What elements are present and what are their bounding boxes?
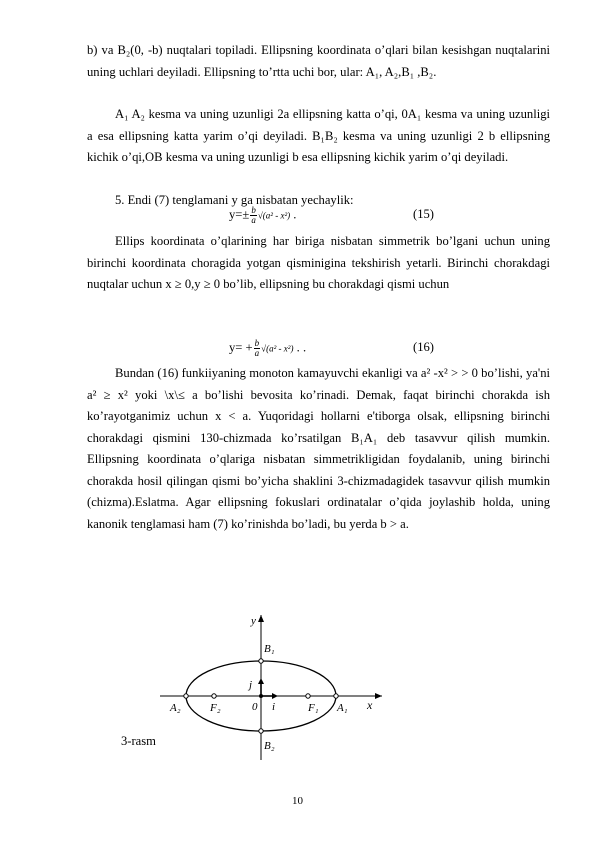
point-F1 [306,694,310,698]
point-F2 [212,694,216,698]
label-i: i [272,701,276,713]
eq15-lhs: y=± [229,207,250,222]
point-A1 [334,694,338,698]
paragraph-solve-y: 5. Endi (7) tenglamani y ga nisbatan yechaylik: [115,193,354,207]
paragraph-symmetry: Ellips koordinata o’qlarining har biriga nisbatan simmetrik bo’lgani uchun uning birinchi koordinata choragida yotgan qisminigina tekshirish yetarli. Birinchi chorakdagi nuqtalar uchun x ≥ 0,y ≥ 0 bo’lib, ellipsning bu chorakdagi qismi uchun [87,234,550,291]
ellipse-figure [160,612,390,762]
paragraph-axes: A₁ A₂ kesma va uning uzunligi 2a ellipsning katta o’qi, 0A₁ kesma va uning uzunligi a esa ellipsning katta yarim o’qi deyiladi. B₁B₂ kesma va uning uzunligi 2 b ellipsning kichik o’qi,OB kesma va uning uzunligi b esa ellipsning kichik yarim o’qi deyiladi. [87,107,550,164]
eq15-denominator: a [251,215,256,225]
label-B1: B₁ [264,643,275,655]
eq16-lhs: y= + [229,340,253,355]
eq15-tail: . [293,207,297,222]
paragraph-monotone: Bundan (16) funkiiyaning monoton kamayuvchi ekanligi va a² -x² > > 0 bo’lishi, ya'ni a² ≥ x² yoki \x\≤ a bo’lishi bevosita ko’rinadi. Demak, faqat birinchi chorakda ish ko’rayotganimiz uchun x < a. Yuqoridagi hollarni e'tiborga olsak, ellipsning birinchi chorakdagi qismini 130-chizmada ko’rsatilgan B₁A₁ deb tasavvur qilish mumkin. Ellipsning koordinata o’qlariga nisbatan simmetrikligidan foydalanib, uning birinchi chorakda hosil qilingan qismi bo’yicha shaklini 3-chizmadagidek tasavvur qilish mumkin (chizma).Eslatma. Agar ellipsning fokuslari ordinatalar o’qida joylashib holda, uning kanonik tenglamasi ham (7) ko’rinishda bo’ladi, bu yerda b > a. [87,366,550,531]
paragraph-vertices: b) va B₂(0, -b) nuqtalari topiladi. Ellipsning koordinata o’qlari bilan kesishgan nuqtalarini uning uchlari deyiladi. Ellipsning to’rtta uchi bor, ular: A₁, A₂,B₁ ,B₂. [87,43,550,79]
label-F2: F₂ [210,702,221,714]
point-B1 [259,659,263,663]
eq15-fraction [250,206,257,225]
eq16-numerator: b [254,338,260,348]
label-B2: B₂ [264,740,275,752]
label-j: j [249,679,253,691]
label-F1: F₁ [308,702,319,714]
point-A2 [184,694,188,698]
label-origin: 0 [252,701,258,713]
unit-vector-i-arrow [272,693,278,699]
x-axis-arrow [375,693,382,699]
y-axis-arrow [258,615,264,622]
point-origin [259,694,263,698]
equation-16 [229,339,306,358]
eq15-root: √(a² - x²) [257,210,291,221]
figure-caption: 3-rasm [121,734,156,748]
eq15-number: (15) [413,207,434,221]
equation-15 [229,206,296,225]
page-number: 10 [292,795,303,807]
unit-vector-j-arrow [258,678,264,684]
eq16-tail: . . [296,340,307,355]
eq16-root: √(a² - x²) [261,343,294,354]
label-y: y [251,615,256,627]
label-x: x [367,698,373,712]
eq16-fraction [254,339,261,358]
point-B2 [259,729,263,733]
eq16-denominator: a [254,348,260,358]
eq15-numerator: b [251,205,256,215]
eq16-number: (16) [413,340,434,354]
label-A2: A₂ [170,702,181,714]
label-A1: A₁ [337,702,348,714]
